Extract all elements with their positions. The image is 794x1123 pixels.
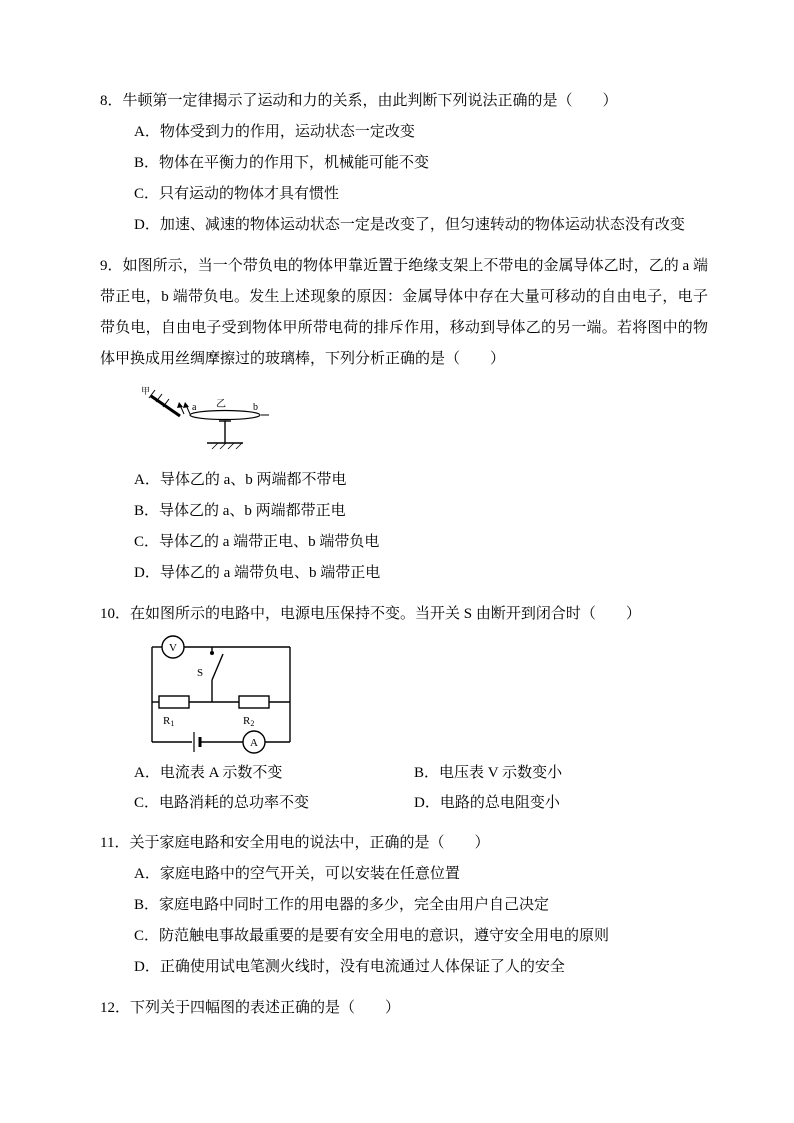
resistor-r2	[239, 696, 269, 708]
question-number: 10．	[100, 606, 131, 622]
question-9	[100, 251, 708, 589]
resistor-r1	[159, 696, 189, 708]
option: D．导体乙的 a 端带负电、b 端带正电	[134, 565, 381, 581]
end-a-label: a	[192, 402, 197, 413]
rod-label: 甲	[141, 386, 151, 396]
question-options	[134, 859, 708, 983]
question-stem	[100, 251, 708, 375]
resistor-r1-label: R1	[163, 715, 175, 728]
ammeter-label: A	[250, 737, 258, 749]
charged-rod	[151, 396, 180, 416]
question-options	[134, 465, 708, 589]
insulating-stand	[207, 421, 243, 443]
option: B．导体乙的 a、b 两端都带正电	[134, 503, 346, 519]
question-text: 牛顿第一定律揭示了运动和力的关系，由此判断下列说法正确的是（ ）	[122, 93, 618, 109]
exam-content	[100, 86, 708, 1034]
voltmeter-label: V	[169, 642, 177, 654]
switch-contact-dot	[210, 651, 214, 655]
option: A．导体乙的 a、b 两端都不带电	[134, 472, 347, 488]
option: A．物体受到力的作用，运动状态一定改变	[134, 124, 415, 140]
question-text: 关于家庭电路和安全用电的说法中，正确的是（ ）	[129, 835, 490, 851]
question-number: 8．	[100, 93, 123, 109]
question-number: 11．	[100, 835, 130, 851]
switch-label: S	[197, 667, 204, 679]
ground-hatching	[212, 443, 242, 449]
question-stem	[100, 599, 708, 630]
resistor-r2-label: R2	[243, 715, 255, 728]
question-number: 9．	[100, 258, 123, 274]
question-stem	[100, 993, 708, 1024]
conductor-label: 乙	[216, 399, 226, 410]
option: A．电流表 A 示数不变	[134, 765, 283, 781]
question-text: 下列关于四幅图的表述正确的是（ ）	[130, 1000, 401, 1016]
option: C．只有运动的物体才具有惯性	[134, 186, 340, 202]
option: D．正确使用试电笔测火线时，没有电流通过人体保证了人的安全	[134, 959, 565, 975]
metal-conductor	[190, 411, 260, 420]
question-stem	[100, 86, 708, 117]
option: C．导体乙的 a 端带正电、b 端带负电	[134, 534, 380, 550]
option: D．电路的总电阻变小	[414, 795, 560, 811]
option: B．家庭电路中同时工作的用电器的多少，完全由用户自己决定	[134, 897, 550, 913]
option: B．物体在平衡力的作用下，机械能可能不变	[134, 155, 430, 171]
question-8	[100, 86, 708, 241]
option: C．电路消耗的总功率不变	[134, 795, 310, 811]
battery-icon	[194, 732, 200, 752]
option: D．加速、减速的物体运动状态一定是改变了，但匀速转动的物体运动状态没有改变	[134, 217, 685, 233]
question-text: 如图所示，当一个带负电的物体甲靠近置于绝缘支架上不带电的金属导体乙时，乙的 a 端带正电，b 端带负电。发生上述现象的原因：金属导体中存在大量可移动的自由电子，电子带负电，自由电子受到物体甲所带电荷的排斥作用，移动到导体乙的另一端。若将图中的物体甲换成用丝绸摩擦过的玻璃棒，下列分析正确的是（ ）	[100, 258, 708, 367]
question-options	[134, 117, 708, 241]
option: B．电压表 V 示数变小	[414, 765, 563, 781]
field-arrows-icon	[177, 402, 190, 414]
circuit-figure	[138, 634, 310, 756]
option: C．防范触电事故最重要的是要有安全用电的意识，遵守安全用电的原则	[134, 928, 610, 944]
option: A．家庭电路中的空气开关，可以安装在任意位置	[134, 866, 460, 882]
end-b-label: b	[253, 402, 258, 413]
question-options	[134, 758, 708, 818]
question-stem	[100, 828, 708, 859]
question-number: 12．	[100, 1000, 131, 1016]
question-10	[100, 599, 708, 818]
charge-induction-figure	[140, 383, 280, 463]
question-12	[100, 993, 708, 1024]
question-text: 在如图所示的电路中，电源电压保持不变。当开关 S 由断开到闭合时（ ）	[130, 606, 641, 622]
question-11	[100, 828, 708, 983]
